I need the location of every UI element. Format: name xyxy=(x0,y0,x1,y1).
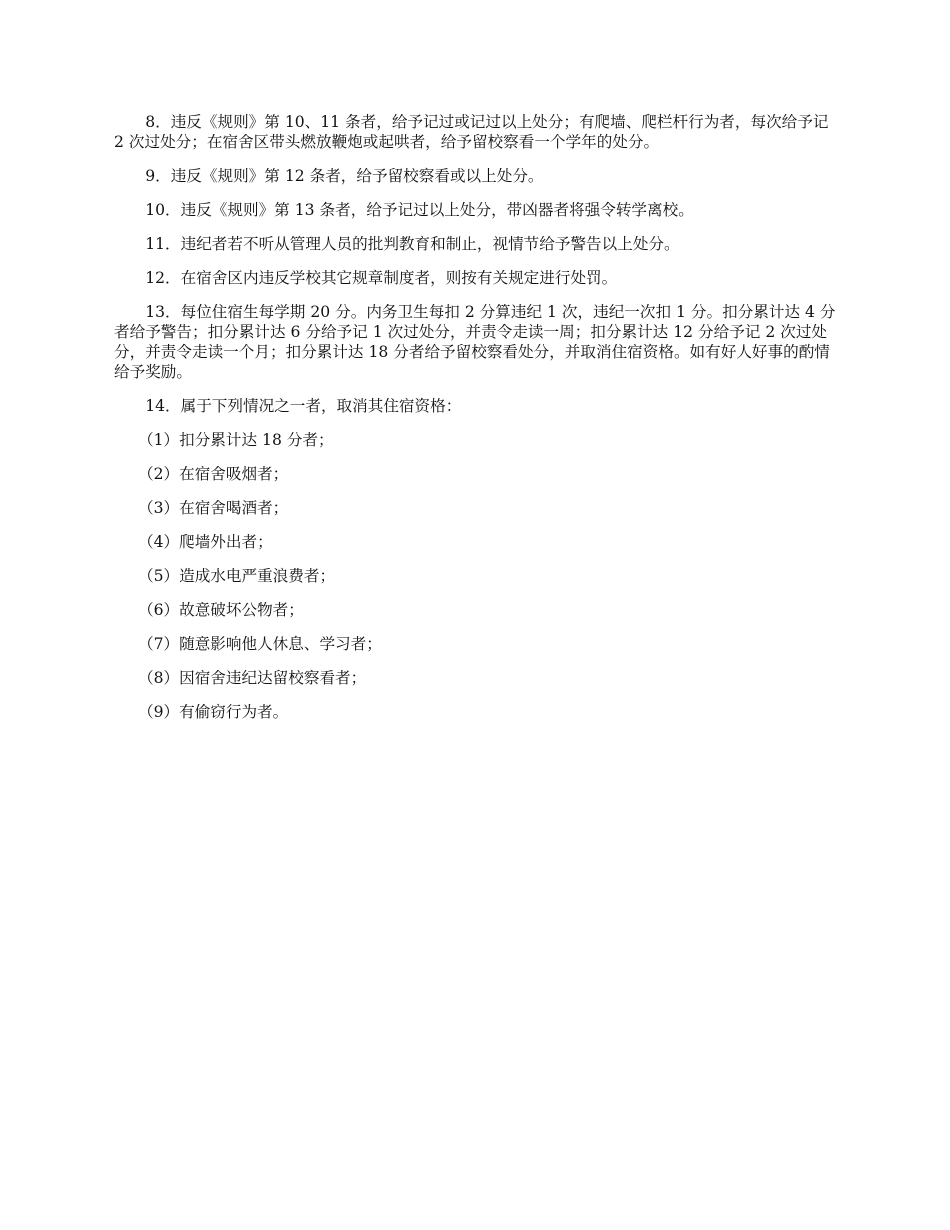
list-item: （9）有偷窃行为者。 xyxy=(138,703,289,721)
list-item: （6）故意破坏公物者； xyxy=(138,601,304,619)
list-item: （8）因宿舍违纪达留校察看者； xyxy=(138,669,367,687)
rule-paragraph-8: 8．违反《规则》第 10、11 条者，给予记过或记过以上处分；有爬墙、爬栏杆行为者，每次给予记 2 次过处分；在宿舍区带头燃放鞭炮或起哄者，给予留校察看一个学年的处分。 xyxy=(114,113,829,151)
rule-paragraph-9: 9．违反《规则》第 12 条者，给予留校察看或以上处分。 xyxy=(145,167,544,185)
rule-paragraph-13: 13．每位住宿生每学期 20 分。内务卫生每扣 2 分算违纪 1 次，违纪一次扣 1 分。扣分累计达 4 分者给予警告；扣分累计达 6 分给予记 1 次过处分，并责令走读一周；扣分累计达 12 分给予记 2 次过处分，并责令走读一个月；扣分累计达 18 分者给予留校察看处分，并取消住宿资格。如有好人好事的酌情给予奖励。 xyxy=(114,303,836,381)
rule-paragraph-11: 11．违纪者若不听从管理人员的批判教育和制止，视情节给予警告以上处分。 xyxy=(145,235,680,253)
document-body xyxy=(114,112,838,736)
list-item: （3）在宿舍喝酒者； xyxy=(138,499,289,517)
list-item: （1）扣分累计达 18 分者； xyxy=(138,431,334,449)
rule-paragraph-12: 12．在宿舍区内违反学校其它规章制度者，则按有关规定进行处罚。 xyxy=(145,269,618,287)
rule-paragraph-10: 10．违反《规则》第 13 条者，给予记过以上处分，带凶器者将强令转学离校。 xyxy=(145,201,694,219)
list-item: （2）在宿舍吸烟者； xyxy=(138,465,289,483)
list-item: （4）爬墙外出者； xyxy=(138,533,273,551)
list-item: （5）造成水电严重浪费者； xyxy=(138,567,336,585)
rule-paragraph-14: 14．属于下列情况之一者，取消其住宿资格： xyxy=(145,397,462,415)
list-item: （7）随意影响他人休息、学习者； xyxy=(138,635,382,653)
